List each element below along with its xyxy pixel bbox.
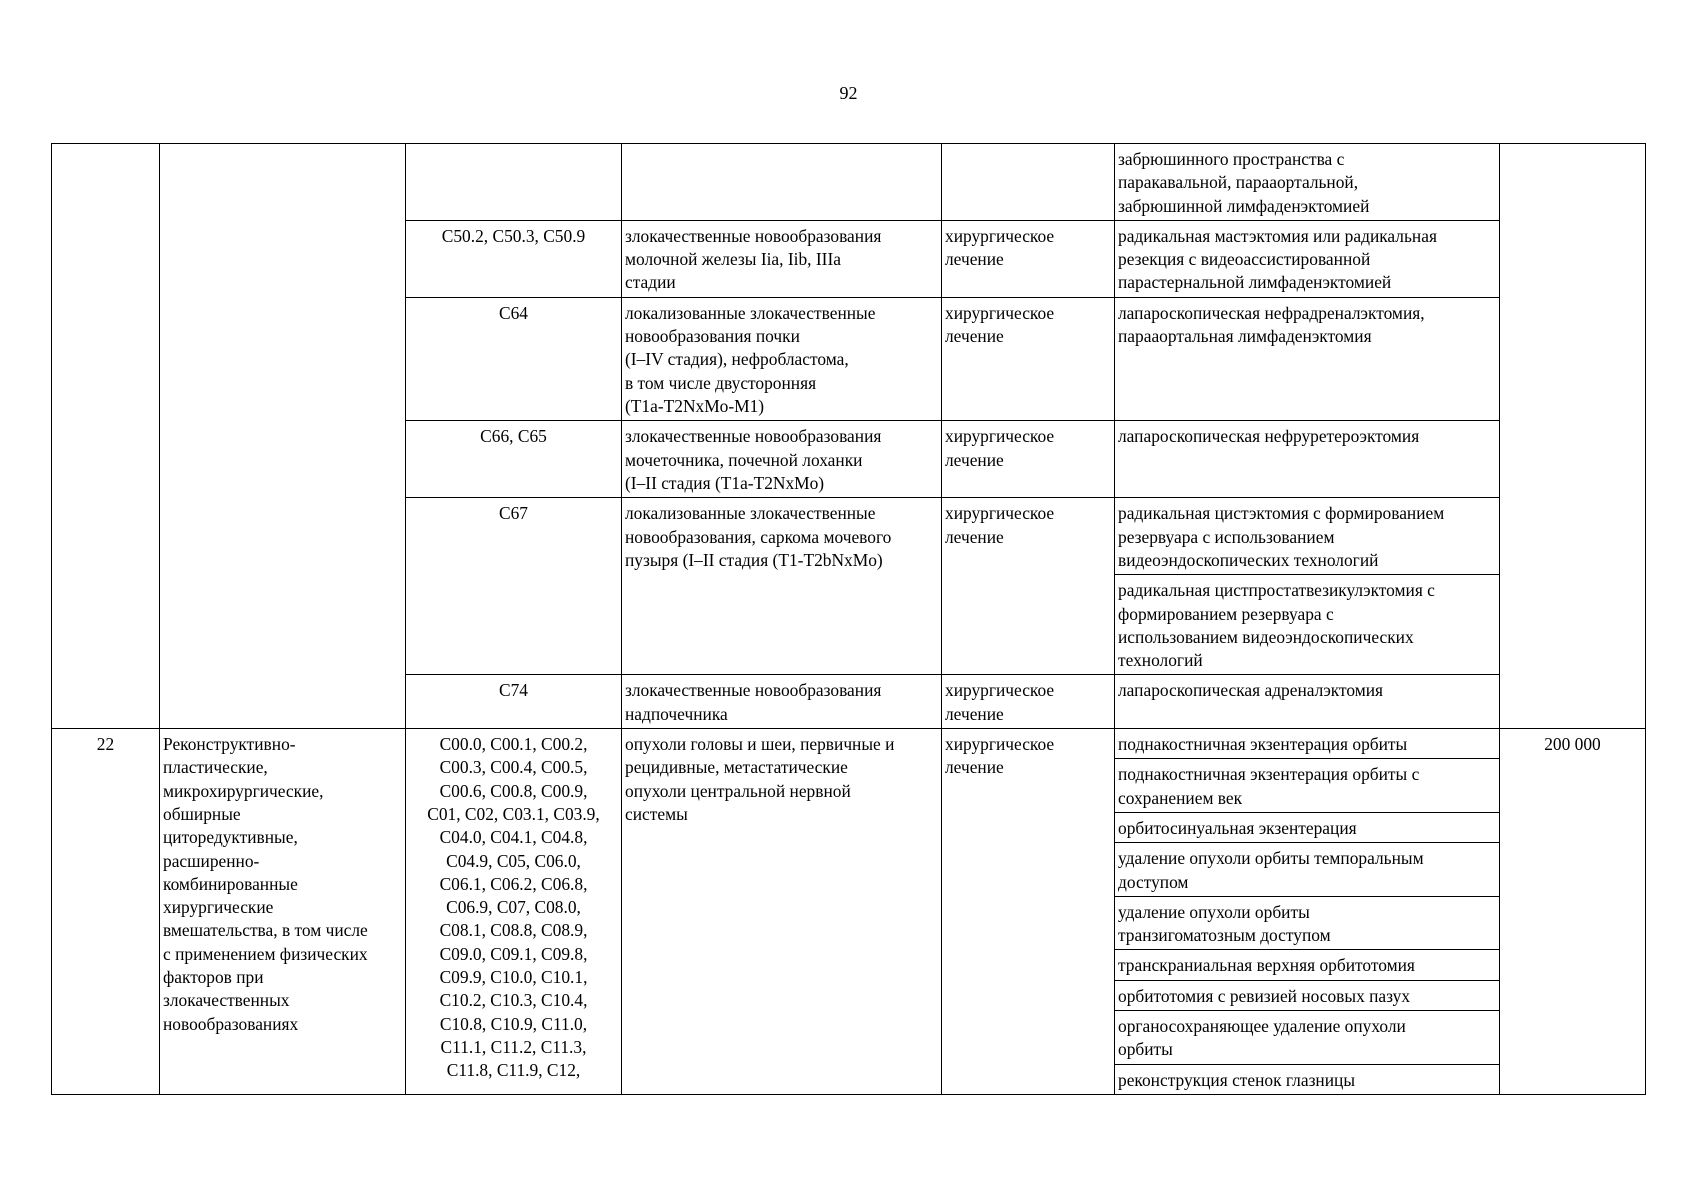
method-cell: лапароскопическая нефрадреналэктомия, парааортальная лимфаденэктомия <box>1115 297 1500 420</box>
cost-cell: 200 000 <box>1500 729 1646 1095</box>
table-row <box>52 144 1646 221</box>
treatment-type-cell: хирургическое лечение <box>942 220 1115 297</box>
condition-cell: злокачественные новообразования надпочечника <box>622 675 942 729</box>
method-cell: радикальная мастэктомия или радикальная резекция с видеоассистированной парастернальной лимфаденэктомией <box>1115 220 1500 297</box>
method-cell: радикальная цистэктомия с формированием резервуара с использованием видеоэндоскопических технологий <box>1115 498 1500 575</box>
icd-codes-cell: C64 <box>406 297 622 420</box>
group-name-cell: Реконструктивно- пластические, микрохирургические, обширные циторедуктивные, расширенно- комбинированные хирургические вмешательства, в том числе с применением физических факторов при злокачественных новообразованиях <box>160 729 406 1095</box>
icd-codes-cell: C66, C65 <box>406 421 622 498</box>
method-cell: удаление опухоли орбиты транзигоматозным доступом <box>1115 896 1500 950</box>
icd-codes-cell <box>406 144 622 221</box>
method-cell: поднакостничная экзентерация орбиты <box>1115 729 1500 759</box>
method-cell: радикальная цистпростатвезикулэктомия с формированием резервуара с использованием видеоэндоскопических технологий <box>1115 575 1500 675</box>
method-cell: реконструкция стенок глазницы <box>1115 1064 1500 1094</box>
icd-codes-cell: C50.2, C50.3, C50.9 <box>406 220 622 297</box>
method-cell: органосохраняющее удаление опухоли орбиты <box>1115 1011 1500 1065</box>
group-number-cell: 22 <box>52 729 160 1095</box>
method-cell: забрюшинного пространства с паракавальной, парааортальной, забрюшинной лимфаденэктомией <box>1115 144 1500 221</box>
method-cell: орбитотомия с ревизией носовых пазух <box>1115 980 1500 1010</box>
condition-cell: локализованные злокачественные новообразования, саркома мочевого пузыря (I–II стадия (T1-T2bNxMo) <box>622 498 942 675</box>
procedures-table <box>51 143 1646 1095</box>
condition-cell: локализованные злокачественные новообразования почки (I–IV стадия), нефробластома, в том числе двусторонняя (T1a-T2NxMo-M1) <box>622 297 942 420</box>
table-row <box>52 729 1646 759</box>
treatment-type-cell <box>942 144 1115 221</box>
treatment-type-cell: хирургическое лечение <box>942 421 1115 498</box>
icd-codes-cell: C67 <box>406 498 622 675</box>
condition-cell: злокачественные новообразования мочеточника, почечной лоханки (I–II стадия (T1a-T2NxMo) <box>622 421 942 498</box>
condition-cell <box>622 144 942 221</box>
method-cell: поднакостничная экзентерация орбиты с сохранением век <box>1115 759 1500 813</box>
group-number-cell <box>52 144 160 729</box>
cost-cell <box>1500 144 1646 729</box>
condition-cell: злокачественные новообразования молочной железы Iia, Iib, IIIa стадии <box>622 220 942 297</box>
treatment-type-cell: хирургическое лечение <box>942 675 1115 729</box>
treatment-type-cell: хирургическое лечение <box>942 729 1115 1095</box>
method-cell: транскраниальная верхняя орбитотомия <box>1115 950 1500 980</box>
condition-cell: опухоли головы и шеи, первичные и рецидивные, метастатические опухоли центральной нервной системы <box>622 729 942 1095</box>
method-cell: лапароскопическая нефруретероэктомия <box>1115 421 1500 498</box>
icd-codes-cell: C00.0, C00.1, C00.2, C00.3, C00.4, C00.5, C00.6, C00.8, C00.9, C01, C02, C03.1, C03.9, C04.0, C04.1, C04.8, C04.9, C05, C06.0, C06.1, C06.2, C06.8, C06.9, C07, C08.0, C08.1, C08.8, C08.9, C09.0, C09.1, C09.8, C09.9, C10.0, C10.1, C10.2, C10.3, C10.4, C10.8, C10.9, C11.0, C11.1, C11.2, C11.3, C11.8, C11.9, C12, <box>406 729 622 1095</box>
method-cell: орбитосинуальная экзентерация <box>1115 812 1500 842</box>
page-number: 92 <box>839 83 858 103</box>
treatment-type-cell: хирургическое лечение <box>942 297 1115 420</box>
method-cell: удаление опухоли орбиты темпоральным доступом <box>1115 843 1500 897</box>
method-cell: лапароскопическая адреналэктомия <box>1115 675 1500 729</box>
group-name-cell <box>160 144 406 729</box>
icd-codes-cell: C74 <box>406 675 622 729</box>
treatment-type-cell: хирургическое лечение <box>942 498 1115 675</box>
